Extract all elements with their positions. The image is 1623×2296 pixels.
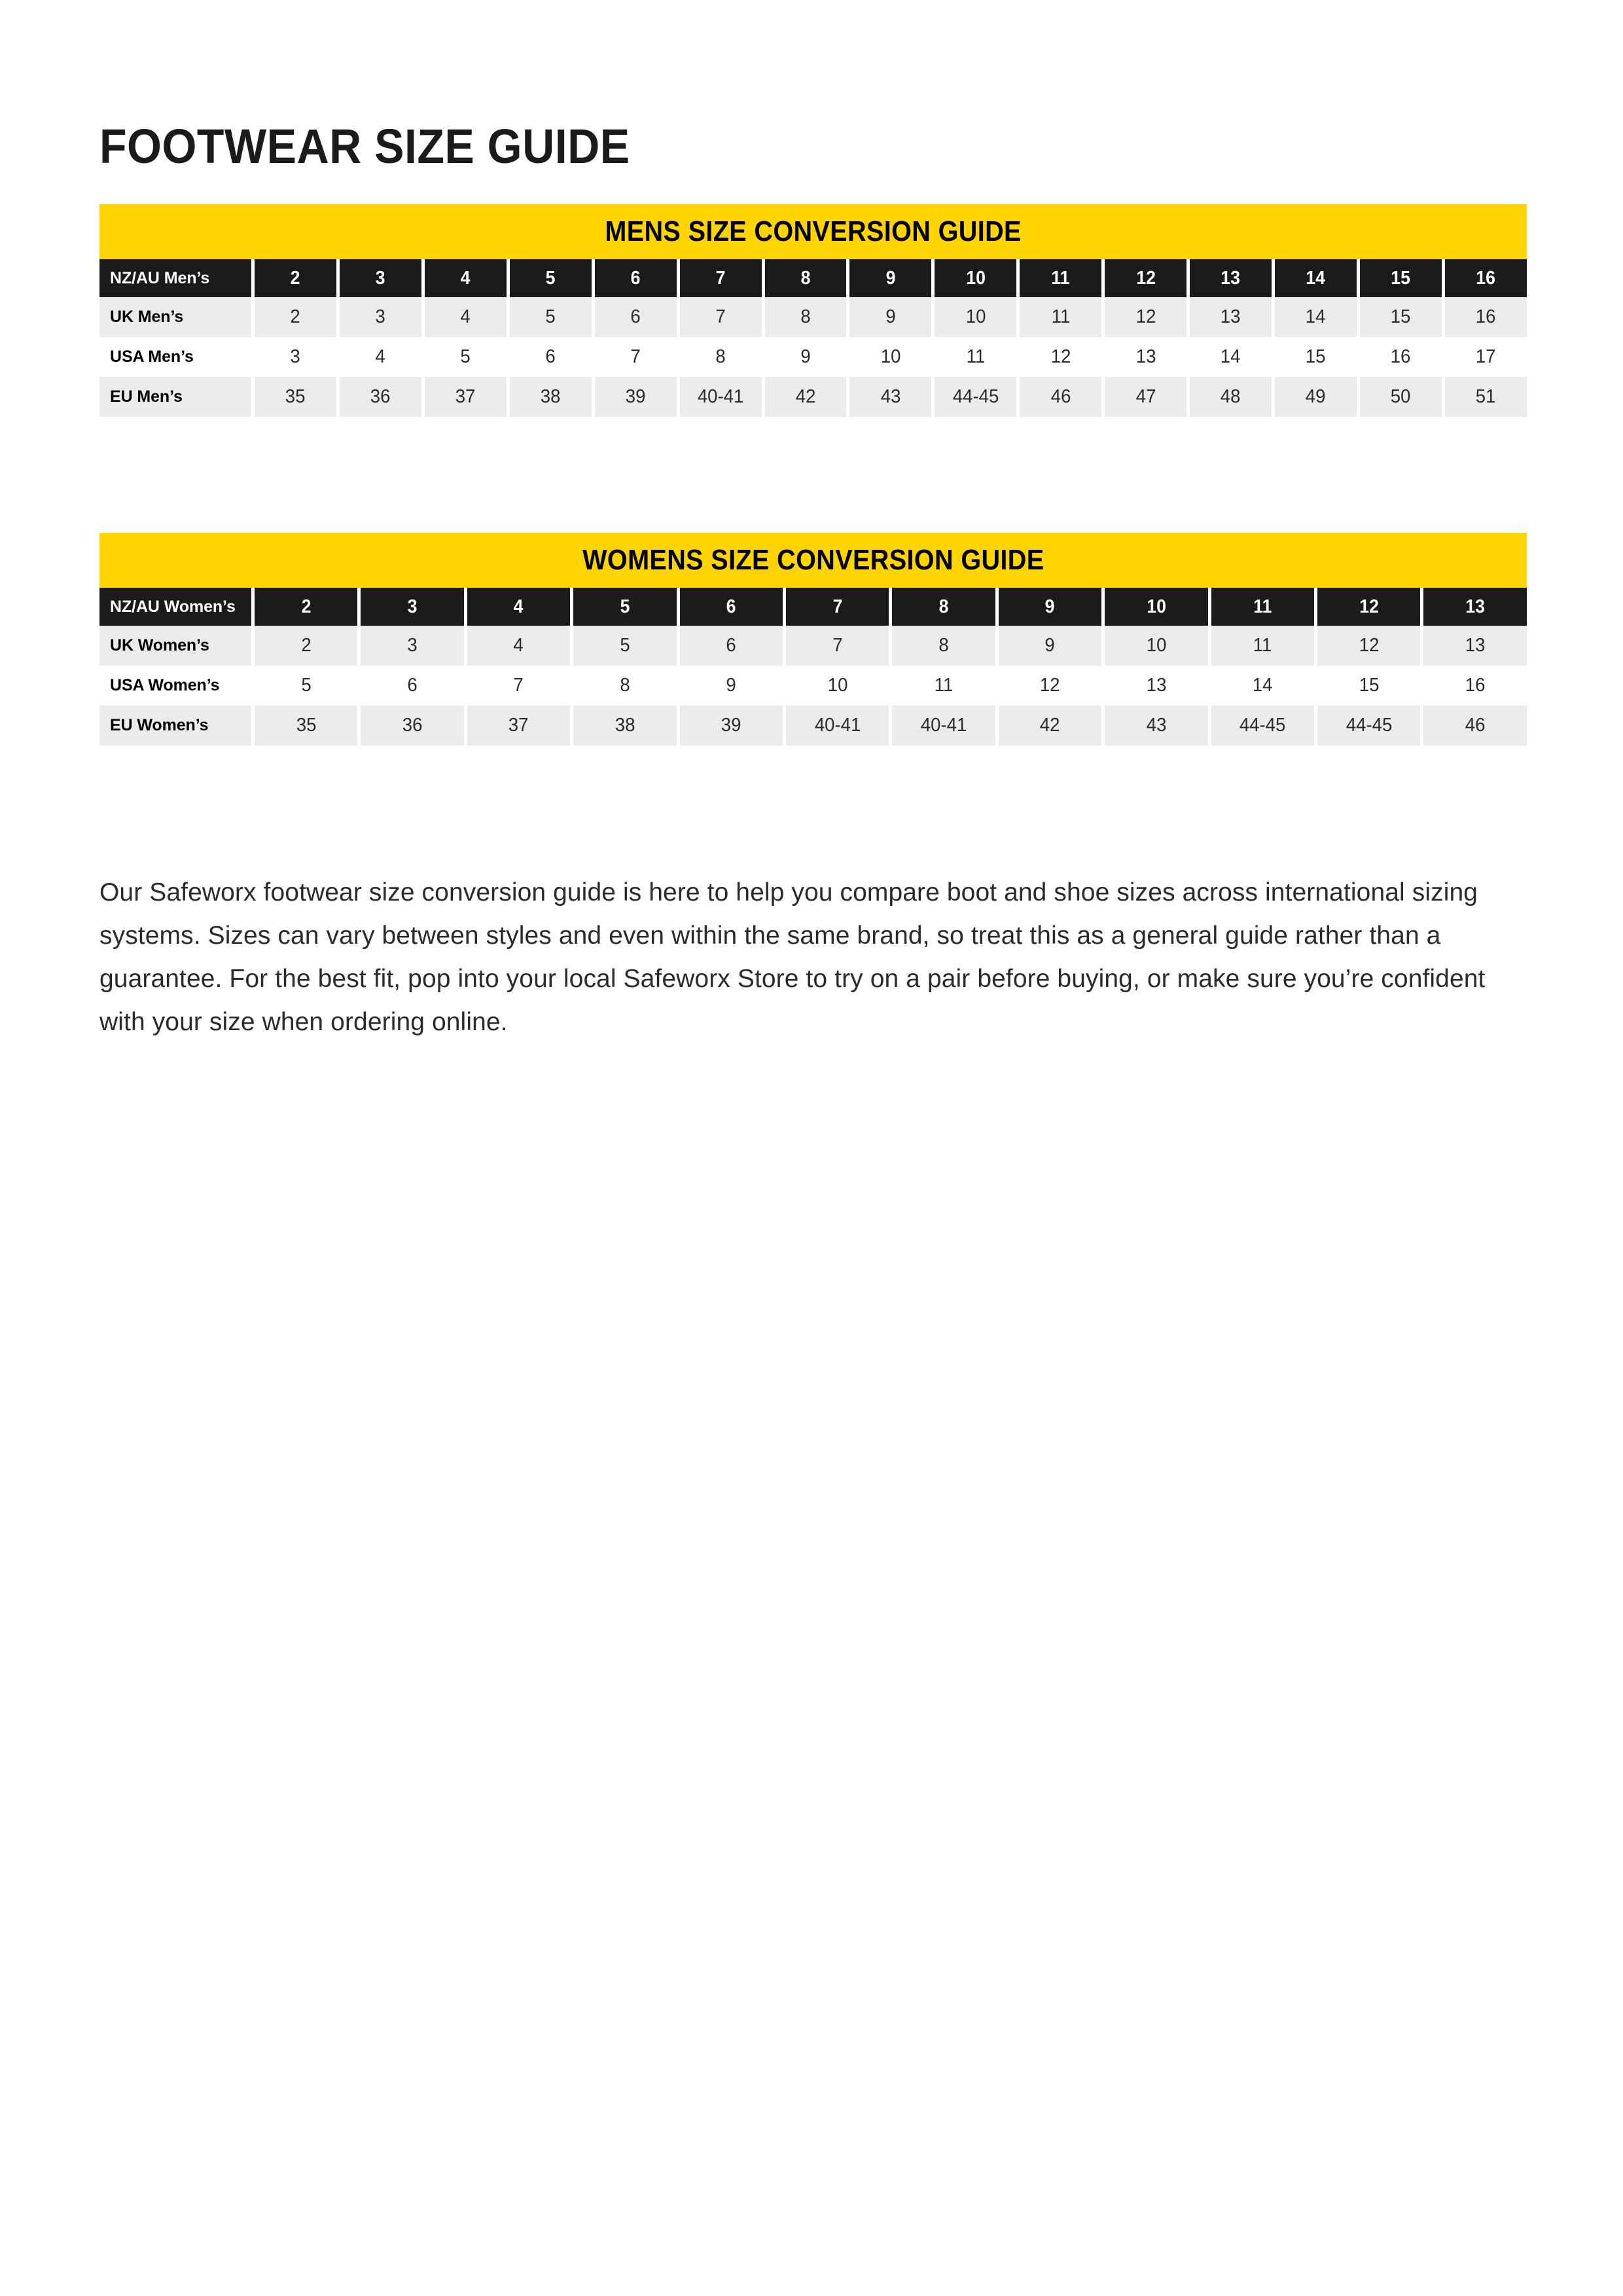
size-value-cell <box>255 666 357 706</box>
size-value-cell <box>680 666 783 706</box>
size-value: 46 <box>1465 715 1486 736</box>
size-value: 43 <box>1146 715 1167 736</box>
header-size-cell <box>935 259 1016 297</box>
header-size-value: 4 <box>460 267 471 289</box>
header-size-cell <box>1105 588 1207 626</box>
row-label-cell: NZ/AU Men’s <box>99 259 251 297</box>
size-value-cell <box>849 377 931 417</box>
header-size-value: 8 <box>938 596 949 617</box>
header-size-value: 2 <box>291 267 300 289</box>
size-value: 13 <box>1135 346 1156 367</box>
size-value-cell <box>786 706 889 745</box>
size-value: 5 <box>620 635 630 656</box>
header-size-cell <box>1020 259 1101 297</box>
size-value-cell <box>935 297 1016 337</box>
size-value: 47 <box>1135 386 1156 407</box>
header-size-value: 8 <box>800 267 811 289</box>
size-value: 9 <box>885 306 896 327</box>
header-size-cell <box>892 588 995 626</box>
header-size-cell <box>595 259 677 297</box>
size-value-cell <box>765 337 847 377</box>
size-value: 44-45 <box>1240 715 1286 736</box>
size-value: 11 <box>1051 306 1071 327</box>
size-value: 4 <box>513 635 524 656</box>
size-value-cell <box>786 666 889 706</box>
header-size-cell <box>1275 259 1357 297</box>
size-value-cell <box>680 377 762 417</box>
size-value-cell <box>573 626 676 666</box>
size-value: 16 <box>1465 675 1486 696</box>
header-size-value: 16 <box>1476 267 1496 289</box>
header-size-cell <box>361 588 463 626</box>
size-value: 15 <box>1359 675 1380 696</box>
header-size-value: 13 <box>1221 267 1241 289</box>
header-size-cell <box>1190 259 1272 297</box>
size-value: 12 <box>1359 635 1380 656</box>
size-value: 14 <box>1306 306 1326 327</box>
header-size-value: 11 <box>1051 267 1070 289</box>
size-value-cell <box>1211 626 1314 666</box>
header-size-value: 2 <box>301 596 312 617</box>
size-value: 39 <box>625 386 646 407</box>
size-value-cell <box>361 626 463 666</box>
size-value: 35 <box>285 386 306 407</box>
size-value-cell <box>1105 666 1207 706</box>
size-value: 50 <box>1391 386 1411 407</box>
size-value-cell <box>680 297 762 337</box>
row-label-cell: NZ/AU Women’s <box>99 588 251 626</box>
size-value-cell <box>1360 297 1442 337</box>
size-value: 46 <box>1050 386 1071 407</box>
header-size-value: 10 <box>965 267 986 289</box>
header-size-value: 7 <box>832 596 843 617</box>
size-value-cell <box>935 337 1016 377</box>
size-value: 9 <box>1044 635 1056 656</box>
size-value: 44-45 <box>952 386 999 407</box>
size-value: 43 <box>880 386 901 407</box>
size-value: 15 <box>1391 306 1411 327</box>
size-value-cell <box>510 337 592 377</box>
size-value-cell <box>892 626 995 666</box>
size-value: 51 <box>1476 386 1496 407</box>
size-value-cell <box>1020 297 1101 337</box>
header-size-cell <box>1317 588 1420 626</box>
size-value: 5 <box>545 306 556 327</box>
header-size-value: 9 <box>885 267 896 289</box>
size-value-cell <box>999 706 1101 745</box>
size-value-cell <box>510 297 592 337</box>
header-size-value: 6 <box>726 596 736 617</box>
size-value: 5 <box>301 675 312 696</box>
size-value-cell <box>1211 706 1314 745</box>
header-size-cell <box>573 588 676 626</box>
header-size-value: 5 <box>545 267 556 289</box>
size-value-cell <box>1190 337 1272 377</box>
header-size-cell <box>425 259 507 297</box>
size-value: 5 <box>460 346 471 367</box>
size-value-cell <box>680 337 762 377</box>
header-size-cell <box>786 588 889 626</box>
header-size-value: 9 <box>1045 596 1055 617</box>
size-value-cell <box>573 666 676 706</box>
size-value: 35 <box>296 715 317 736</box>
size-value: 9 <box>726 675 736 696</box>
size-value: 36 <box>370 386 391 407</box>
row-label-cell: UK Women’s <box>99 626 251 666</box>
size-value-cell <box>786 626 889 666</box>
header-size-cell <box>1211 588 1314 626</box>
header-size-value: 12 <box>1135 267 1156 289</box>
size-value: 3 <box>375 306 386 327</box>
size-value: 37 <box>508 715 529 736</box>
row-label-cell: EU Women’s <box>99 706 251 745</box>
womens-size-conversion-table <box>99 533 1527 745</box>
header-size-value: 3 <box>407 596 418 617</box>
size-value: 13 <box>1221 306 1241 327</box>
womens-table-banner <box>99 533 1527 588</box>
size-value: 42 <box>795 386 816 407</box>
size-value: 10 <box>965 306 986 327</box>
size-value-cell <box>1360 337 1442 377</box>
size-value-cell <box>1105 626 1207 666</box>
size-value-cell <box>595 337 677 377</box>
size-value: 7 <box>832 635 843 656</box>
header-size-value: 4 <box>514 596 524 617</box>
size-value: 11 <box>1253 635 1272 656</box>
size-value-cell <box>1105 706 1207 745</box>
header-size-value: 7 <box>715 267 726 289</box>
header-size-cell <box>510 259 592 297</box>
size-value: 6 <box>407 675 418 696</box>
size-value-cell <box>999 666 1101 706</box>
size-value-cell <box>1317 706 1420 745</box>
mens-size-conversion-table <box>99 204 1527 417</box>
size-value: 10 <box>1146 635 1167 656</box>
mens-table-banner-label: MENS SIZE CONVERSION GUIDE <box>605 215 1022 247</box>
size-value-cell <box>680 626 783 666</box>
size-value: 6 <box>630 306 641 327</box>
size-value: 13 <box>1146 675 1167 696</box>
header-size-cell <box>1360 259 1442 297</box>
row-label-cell: UK Men’s <box>99 297 251 337</box>
table-row <box>99 297 1527 337</box>
table-row <box>99 377 1527 417</box>
table-row <box>99 626 1527 666</box>
size-value-cell <box>1423 626 1526 666</box>
size-value: 2 <box>301 635 312 656</box>
womens-table-header-row <box>99 588 1527 626</box>
size-value-cell <box>1275 377 1357 417</box>
size-value: 17 <box>1476 346 1496 367</box>
header-size-cell <box>1423 588 1526 626</box>
size-value: 10 <box>880 346 901 367</box>
size-value-cell <box>935 377 1016 417</box>
size-value: 11 <box>966 346 986 367</box>
size-value: 16 <box>1476 306 1496 327</box>
size-value-cell <box>1423 666 1526 706</box>
size-value-cell <box>255 377 336 417</box>
size-value-cell <box>595 377 677 417</box>
header-size-value: 14 <box>1306 267 1326 289</box>
mens-table-header-row <box>99 259 1527 297</box>
size-value-cell <box>510 377 592 417</box>
size-value: 44-45 <box>1346 715 1392 736</box>
size-value: 39 <box>721 715 741 736</box>
size-value: 14 <box>1253 675 1273 696</box>
size-value: 12 <box>1050 346 1071 367</box>
header-size-value: 6 <box>630 267 641 289</box>
size-value: 8 <box>715 346 726 367</box>
size-value-cell <box>765 377 847 417</box>
size-value: 4 <box>460 306 471 327</box>
size-value-cell <box>467 626 570 666</box>
size-value: 40-41 <box>920 715 967 736</box>
size-value-cell <box>1020 377 1101 417</box>
size-value-cell <box>425 297 507 337</box>
size-value-cell <box>1105 337 1186 377</box>
size-value: 7 <box>715 306 726 327</box>
size-value-cell <box>361 706 463 745</box>
size-value: 8 <box>938 635 949 656</box>
size-value-cell <box>255 626 357 666</box>
size-value: 8 <box>620 675 630 696</box>
size-value: 8 <box>800 306 811 327</box>
size-value-cell <box>892 706 995 745</box>
size-value-cell <box>1105 297 1186 337</box>
mens-table-banner <box>99 204 1527 259</box>
page-title: FOOTWEAR SIZE GUIDE <box>99 118 630 173</box>
size-value: 3 <box>290 346 301 367</box>
header-size-value: 13 <box>1465 596 1486 617</box>
header-size-cell <box>340 259 421 297</box>
size-value: 12 <box>1040 675 1060 696</box>
size-value-cell <box>1190 377 1272 417</box>
size-value: 16 <box>1391 346 1411 367</box>
size-value: 7 <box>630 346 641 367</box>
size-value-cell <box>1445 297 1527 337</box>
size-value: 9 <box>800 346 811 367</box>
size-value: 38 <box>615 715 635 736</box>
header-size-cell <box>255 259 336 297</box>
size-value-cell <box>1317 666 1420 706</box>
size-value-cell <box>595 297 677 337</box>
size-guide-description: Our Safeworx footwear size conversion guide is here to help you compare boot and shoe sizes across international sizing systems. Sizes can vary between styles and even within the same brand, so treat this as a general guide rather than a guarantee. For the best fit, pop into your local Safeworx Store to try on a pair before buying, or make sure you’re confident with your size when ordering online. <box>99 878 1486 1036</box>
size-value: 36 <box>402 715 423 736</box>
size-value: 49 <box>1306 386 1326 407</box>
womens-table-body <box>99 626 1527 745</box>
size-value: 13 <box>1465 635 1486 656</box>
size-value: 37 <box>455 386 476 407</box>
size-value-cell <box>361 666 463 706</box>
size-value: 4 <box>375 346 386 367</box>
size-value: 40-41 <box>697 386 744 407</box>
header-size-cell <box>680 588 783 626</box>
size-value-cell <box>1360 377 1442 417</box>
size-value-cell <box>425 337 507 377</box>
table-row <box>99 666 1527 706</box>
table-row <box>99 706 1527 745</box>
size-value-cell <box>1020 337 1101 377</box>
size-value: 3 <box>407 635 418 656</box>
size-value-cell <box>1423 706 1526 745</box>
size-value: 40-41 <box>814 715 861 736</box>
size-value-cell <box>1190 297 1272 337</box>
size-value-cell <box>425 377 507 417</box>
size-value-cell <box>1445 377 1527 417</box>
header-size-cell <box>680 259 762 297</box>
size-value-cell <box>340 337 421 377</box>
row-label-cell: EU Men’s <box>99 377 251 417</box>
size-value-cell <box>467 706 570 745</box>
header-size-cell <box>999 588 1101 626</box>
size-value: 14 <box>1221 346 1241 367</box>
womens-table-banner-label: WOMENS SIZE CONVERSION GUIDE <box>582 544 1044 576</box>
size-value: 38 <box>540 386 561 407</box>
size-value: 48 <box>1221 386 1241 407</box>
size-value-cell <box>340 297 421 337</box>
size-value: 11 <box>934 675 954 696</box>
row-label-cell: USA Men’s <box>99 337 251 377</box>
header-size-value: 3 <box>375 267 385 289</box>
size-value: 15 <box>1306 346 1326 367</box>
header-size-value: 10 <box>1147 596 1166 617</box>
size-value-cell <box>1275 297 1357 337</box>
size-value-cell <box>255 337 336 377</box>
size-value-cell <box>680 706 783 745</box>
size-value: 12 <box>1135 306 1156 327</box>
size-value-cell <box>340 377 421 417</box>
header-size-cell <box>765 259 847 297</box>
size-value: 2 <box>290 306 301 327</box>
size-value-cell <box>1445 337 1527 377</box>
size-value-cell <box>573 706 676 745</box>
header-size-cell <box>1105 259 1186 297</box>
size-value-cell <box>999 626 1101 666</box>
size-value-cell <box>892 666 995 706</box>
row-label-cell: USA Women’s <box>99 666 251 706</box>
header-size-cell <box>467 588 570 626</box>
size-value-cell <box>765 297 847 337</box>
size-value: 7 <box>513 675 524 696</box>
header-size-value: 5 <box>620 596 630 617</box>
size-value-cell <box>1317 626 1420 666</box>
size-value-cell <box>1105 377 1186 417</box>
table-row <box>99 337 1527 377</box>
size-value: 6 <box>545 346 556 367</box>
size-value: 10 <box>827 675 848 696</box>
header-size-cell <box>1445 259 1527 297</box>
size-value: 6 <box>726 635 736 656</box>
size-value-cell <box>467 666 570 706</box>
size-value-cell <box>1275 337 1357 377</box>
size-value: 42 <box>1040 715 1060 736</box>
header-size-value: 15 <box>1391 267 1411 289</box>
size-value-cell <box>849 297 931 337</box>
size-value-cell <box>849 337 931 377</box>
header-size-cell <box>849 259 931 297</box>
header-size-cell <box>255 588 357 626</box>
mens-table-body <box>99 297 1527 417</box>
size-value-cell <box>255 297 336 337</box>
header-size-value: 11 <box>1253 596 1272 617</box>
size-value-cell <box>1211 666 1314 706</box>
size-value-cell <box>255 706 357 745</box>
header-size-value: 12 <box>1359 596 1379 617</box>
